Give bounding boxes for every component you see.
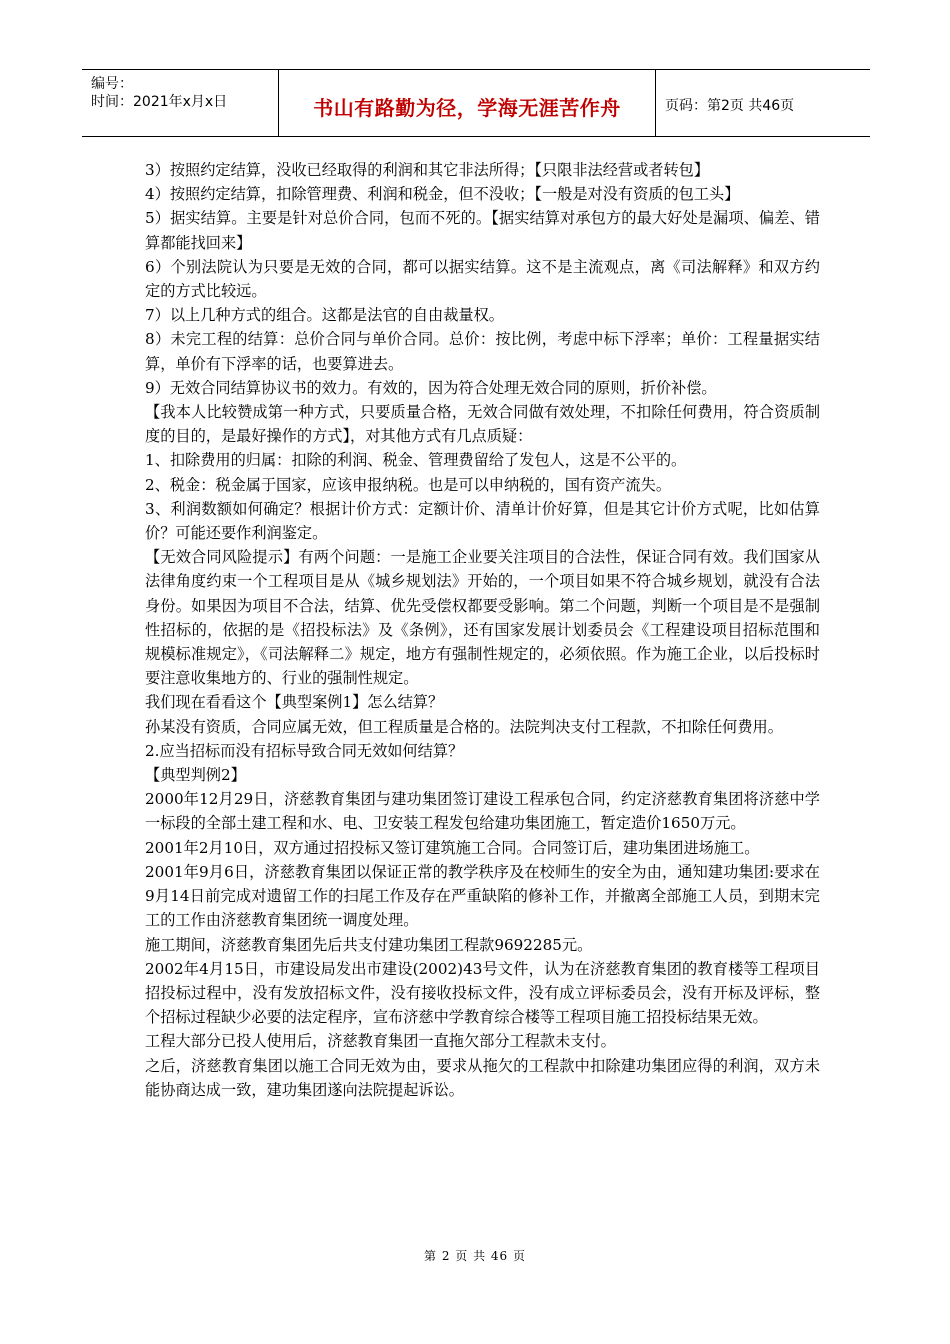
header-info-cell <box>82 70 278 136</box>
paragraph: 5）据实结算。主要是针对总价合同，包而不死的。【据实结算对承包方的最大好处是漏项、偏差、错算都能找回来】 <box>145 209 820 252</box>
paragraph: 孙某没有资质，合同应属无效，但工程质量是合格的。法院判决支付工程款，不扣除任何费用。 <box>145 717 783 736</box>
page-footer: 第 2 页 共 46 页 <box>424 1249 526 1263</box>
paragraph: 【无效合同风险提示】有两个问题：一是施工企业要关注项目的合法性，保证合同有效。我们国家从法律角度约束一个工程项目是从《城乡规划法》开始的，一个项目如果不符合城乡规划，就没有合法身份。如果因为项目不合法，结算、优先受偿权都要受影响。第二个问题，判断一个项目是不是强制性招标的，依据的是《招投标法》及《条例》，还有国家发展计划委员会《工程建设项目招标范围和规模标准规定》，《司法解释二》规定，地方有强制性规定的，必须依照。作为施工企业，以后投标时要注意收集地方的、行业的强制性规定。 <box>145 548 820 688</box>
paragraph: 我们现在看看这个【典型案例1】怎么结算？ <box>145 693 444 712</box>
paragraph: 8）未完工程的结算：总价合同与单价合同。总价：按比例，考虑中标下浮率；单价：工程量据实结算，单价有下浮率的话，也要算进去。 <box>145 330 820 373</box>
header-motto: 书山有路勤为径，学海无涯苦作舟 <box>313 96 621 120</box>
paragraph: 2.应当招标而没有招标导致合同无效如何结算？ <box>145 741 464 760</box>
header-page-info: 页码：第2页 共46页 <box>665 98 795 114</box>
document-number-label: 编号： <box>91 76 133 92</box>
paragraph: 7）以上几种方式的组合。这都是法官的自由裁量权。 <box>145 306 504 325</box>
header-motto-cell <box>278 70 656 136</box>
paragraph: 【典型判例2】 <box>145 766 246 785</box>
paragraph: 1、扣除费用的归属：扣除的利润、税金、管理费留给了发包人，这是不公平的。 <box>145 451 687 470</box>
document-body <box>145 158 820 1102</box>
document-date: 时间：2021年x月x日 <box>91 94 228 110</box>
paragraph: 3、利润数额如何确定？根据计价方式：定额计价、清单计价好算，但是其它计价方式呢，比如估算价？可能还要作利润鉴定。 <box>145 499 820 543</box>
paragraph: 工程大部分已投人使用后，济慈教育集团一直拖欠部分工程款未支付。 <box>145 1032 616 1051</box>
paragraph: 2000年12月29日，济慈教育集团与建功集团签订建设工程承包合同，约定济慈教育集团将济慈中学一标段的全部土建工程和水、电、卫安装工程发包给建功集团施工，暂定造价1650万元。 <box>145 790 820 833</box>
paragraph: 施工期间，济慈教育集团先后共支付建功集团工程款9692285元。 <box>145 935 593 954</box>
paragraph: 6）个别法院认为只要是无效的合同，都可以据实结算。这不是主流观点，离《司法解释》和双方约定的方式比较远。 <box>145 257 820 301</box>
paragraph: 4）按照约定结算，扣除管理费、利润和税金，但不没收；【一般是对没有资质的包工头】 <box>145 185 740 204</box>
paragraph: 2001年9月6日，济慈教育集团以保证正常的教学秩序及在校师生的安全为由，通知建功集团:要求在9月14日前完成对遗留工作的扫尾工作及存在严重缺陷的修补工作，并撤离全部施工人员，到期末完工的工作由济慈教育集团统一调度处理。 <box>145 862 820 930</box>
paragraph: 9）无效合同结算协议书的效力。有效的，因为符合处理无效合同的原则，折价补偿。 <box>145 378 717 397</box>
paragraph: 3）按照约定结算，没收已经取得的利润和其它非法所得；【只限非法经营或者转包】 <box>145 161 710 179</box>
page-header <box>82 69 870 137</box>
paragraph: 2002年4月15日，市建设局发出市建设(2002)43号文件，认为在济慈教育集团的教育楼等工程项目招投标过程中，没有发放招标文件，没有接收投标文件，没有成立评标委员会，没有开标及评标，整个招标过程缺少必要的法定程序，宣布济慈中学教育综合楼等工程项目施工招投标结果无效。 <box>145 959 820 1027</box>
paragraph: 2001年2月10日，双方通过招投标又签订建筑施工合同。合同签订后，建功集团进场施工。 <box>145 838 760 857</box>
paragraph: 2、税金：税金属于国家，应该申报纳税。也是可以申纳税的，国有资产流失。 <box>145 475 672 494</box>
paragraph: 之后，济慈教育集团以施工合同无效为由，要求从拖欠的工程款中扣除建功集团应得的利润，双方未能协商达成一致，建功集团遂向法院提起诉讼。 <box>145 1056 820 1099</box>
header-page-cell <box>655 70 870 136</box>
paragraph: 【我本人比较赞成第一种方式，只要质量合格，无效合同做有效处理，不扣除任何费用，符合资质制度的目的，是最好操作的方式】，对其他方式有几点质疑： <box>145 403 820 446</box>
